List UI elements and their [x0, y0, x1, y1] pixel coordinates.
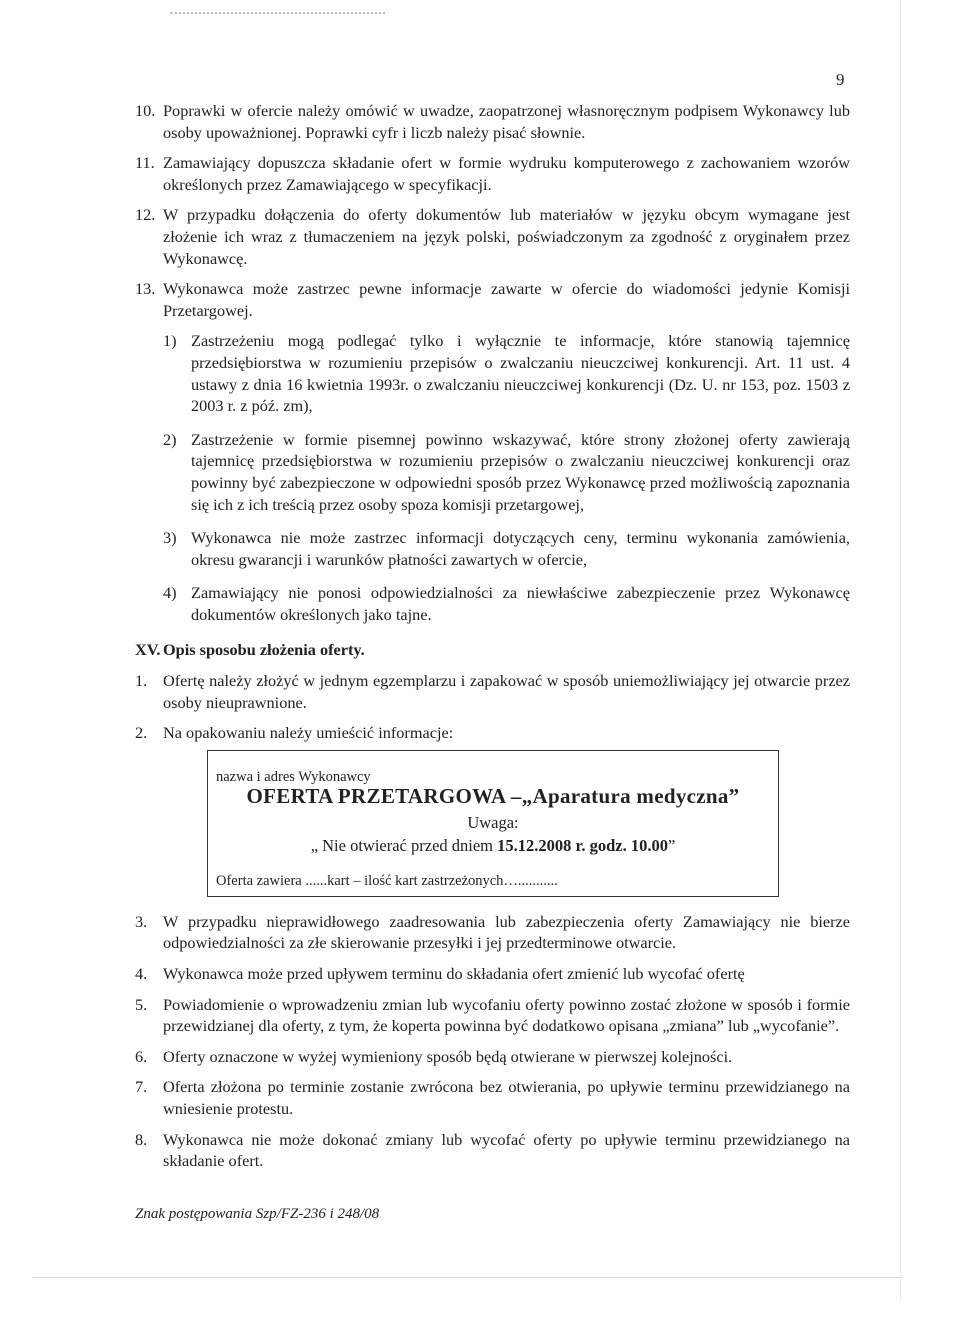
list-item	[135, 722, 850, 744]
item-number: 7.	[135, 1077, 148, 1097]
item-number: 10.	[135, 101, 156, 120]
item-text: W przypadku nieprawidłowego zaadresowania lub zabezpieczenia oferty Zamawiający nie bierze odpowiedzialności za złe skierowanie przesyłki i jej przedterminowe otwarcie.	[163, 911, 850, 953]
date-suffix: ”	[667, 835, 676, 855]
list-item	[135, 204, 850, 269]
list-item	[135, 994, 850, 1037]
section-heading	[135, 639, 850, 661]
scan-edge	[900, 0, 901, 1300]
sub-item	[163, 429, 850, 515]
contractor-address-label: nazwa i adres Wykonawcy	[216, 768, 371, 785]
list-item	[135, 911, 850, 954]
item-number: 4.	[135, 964, 148, 984]
sub-item	[163, 527, 850, 570]
sub-item-number: 3)	[163, 528, 177, 548]
scan-artifact	[170, 12, 385, 20]
sub-item-number: 4)	[163, 583, 177, 603]
section-number: XV.	[135, 640, 161, 660]
page-number: 9	[836, 70, 845, 89]
item-number: 5.	[135, 994, 148, 1014]
bottom-divider	[32, 1277, 902, 1278]
sub-item-text: Zastrzeżeniu mogą podlegać tylko i wyłącznie te informacje, które stanowią tajemnicę przedsiębiorstwa w rozumieniu przepisów o zwalczaniu nieuczciwej konkurencji. Art. 11 ust. 4 ustawy z dnia 16 kwietnia 1993r. o zwalczaniu nieuczciwej konkurencji (Dz. U. nr 153, poz. 1503 z 2003 r. z póź. zm),	[191, 331, 850, 416]
sub-item-text: Zastrzeżenie w formie pisemnej powinno wskazywać, które strony złożonej oferty zawierają tajemnicę przedsiębiorstwa w rozumieniu przepisów o zwalczaniu nieuczciwej konkurencji oraz powinny być zabezpieczone w odpowiedni sposób przez Wykonawcę przed możliwością zapoznania się ich z ich treścią przez osoby spoza komisji przetargowej,	[191, 429, 850, 514]
item-text: Wykonawca może zastrzec pewne informacje zawarte w ofercie do wiadomości jedynie Komisji Przetargowej.	[163, 279, 850, 320]
sub-item-number: 1)	[163, 331, 177, 351]
list-item	[135, 152, 850, 195]
item-number: 1.	[135, 671, 148, 691]
item-number: 13.	[135, 279, 156, 299]
sub-item	[163, 330, 850, 416]
offer-title: OFERTA PRZETARGOWA –„Aparatura medyczna”	[246, 783, 740, 808]
list-item	[135, 100, 850, 143]
item-text: Wykonawca nie może dokonać zmiany lub wycofać oferty po upływie terminu przewidzianego na składanie ofert.	[163, 1129, 850, 1171]
item-text: W przypadku dołączenia do oferty dokumentów lub materiałów w języku obcym wymagane jest złożenie ich wraz z tłumaczeniem na język polski, poświadczonym za zgodność z oryginałem przez Wykonawcę.	[163, 205, 850, 268]
sub-item-text: Zamawiający nie ponosi odpowiedzialności za niewłaściwe zabezpieczenie przez Wykonawcę dokumentów określonych jako tajne.	[191, 583, 850, 624]
item-text: Oferta złożona po terminie zostanie zwrócona bez otwierania, po upływie terminu przewidzianego na wniesienie protestu.	[163, 1077, 850, 1118]
item-text: Zamawiający dopuszcza składanie ofert w formie wydruku komputerowego z zachowaniem wzorów określonych przez Zamawiającego w specyfikacji.	[163, 153, 850, 194]
case-reference-footer: Znak postępowania Szp/FZ-236 i 248/08	[135, 1206, 380, 1222]
item-text: Ofertę należy złożyć w jednym egzemplarzu i zapakować w sposób uniemożliwiający jej otwarcie przez osoby nieuprawnione.	[163, 671, 850, 712]
sub-item-text: Wykonawca nie może zastrzec informacji dotyczących ceny, terminu wykonania zamówienia, okresu gwarancji i warunków płatności zawartych w ofercie,	[191, 528, 850, 569]
date-prefix: „ Nie otwierać przed dniem	[310, 835, 498, 855]
date-value: 15.12.2008 r. godz. 10.00	[497, 835, 668, 855]
page-count-line: Oferta zawiera ......kart – ilość kart zastrzeżonych…...........	[216, 872, 558, 889]
item-number: 8.	[135, 1129, 148, 1149]
list-item	[135, 1046, 850, 1068]
section-title: Opis sposobu złożenia oferty.	[163, 640, 365, 660]
item-text: Oferty oznaczone w wyżej wymieniony sposób będą otwierane w pierwszej kolejności.	[163, 1046, 733, 1066]
item-number: 3.	[135, 911, 148, 931]
list-item	[135, 963, 850, 985]
opening-date-notice	[208, 835, 778, 857]
item-text: Powiadomienie o wprowadzeniu zmian lub wycofaniu oferty powinno zostać złożone w sposób i formie przewidzianej dla oferty, z tym, że koperta powinna być dodatkowo opisana „zmiana” lub „wycofanie”.	[163, 994, 850, 1036]
item-number: 6.	[135, 1046, 148, 1066]
notice-label: Uwaga:	[467, 812, 519, 832]
item-number: 12.	[135, 205, 156, 225]
item-text: Poprawki w ofercie należy omówić w uwadze, zaopatrzonej własnoręcznym podpisem Wykonawcy lub osoby upoważnionej. Poprawki cyfr i liczb należy pisać słownie.	[163, 101, 850, 142]
sub-item-number: 2)	[163, 429, 177, 449]
item-number: 11.	[135, 153, 155, 173]
item-text: Na opakowaniu należy umieścić informacje:	[163, 723, 454, 743]
list-item	[135, 1129, 850, 1172]
item-text: Wykonawca może przed upływem terminu do składania ofert zmienić lub wycofać ofertę	[163, 964, 745, 984]
envelope-label-box	[207, 750, 779, 897]
list-item	[135, 670, 850, 713]
list-item	[135, 278, 850, 321]
item-number: 2.	[135, 723, 148, 743]
sub-item	[163, 582, 850, 625]
document-body	[135, 100, 850, 1181]
list-item	[135, 1076, 850, 1119]
